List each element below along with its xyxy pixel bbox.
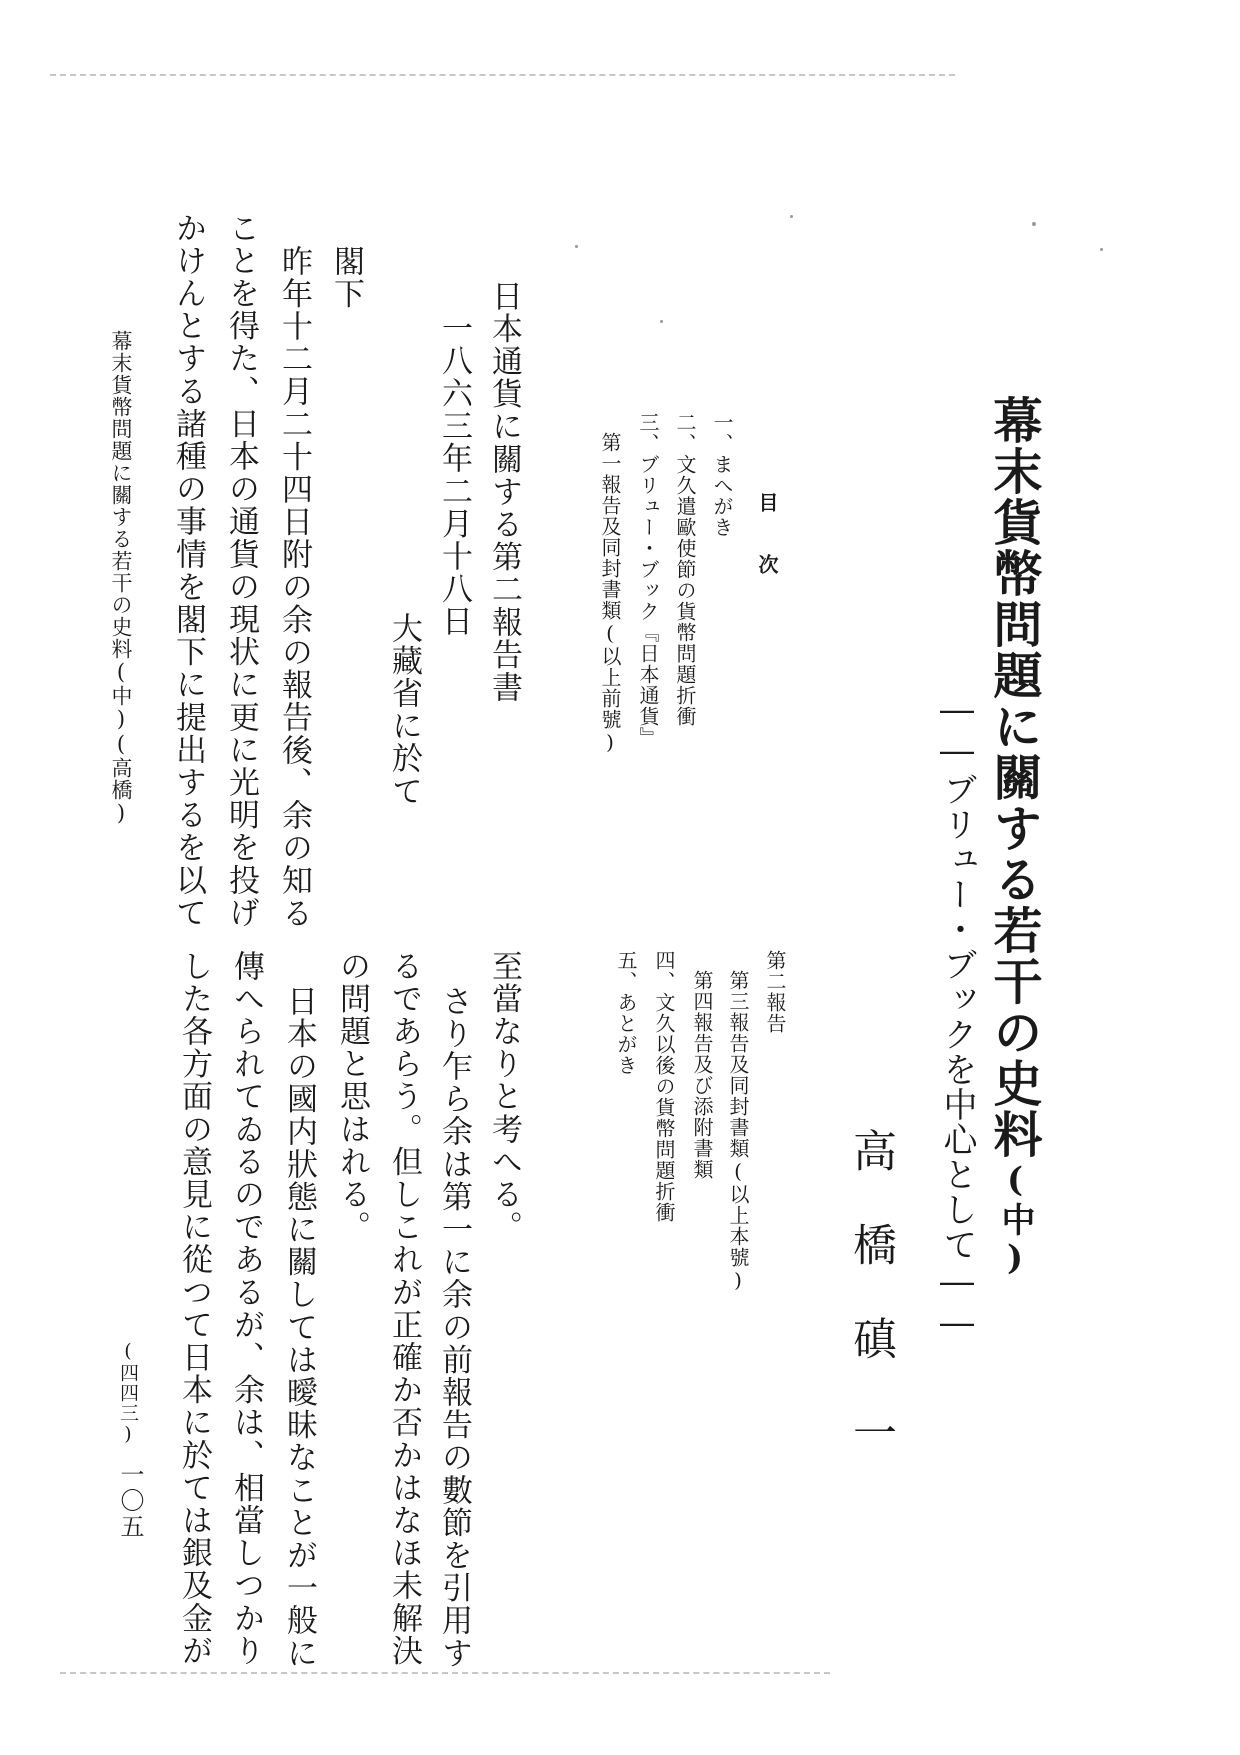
toc-item: 三、ブリュー・ブック『日本通貨』 — [636, 412, 660, 748]
toc-item: 第一報告及同封書類(以上前號) — [598, 432, 622, 755]
salutation: 閣下 — [328, 245, 364, 311]
toc-item: 第二報告 — [763, 950, 787, 1034]
body-line: るであらう。但しこれが正確か否かはなほ未解決 — [386, 950, 422, 1668]
toc-item: 二、文久遣歐使節の貨幣問題折衝 — [673, 412, 697, 727]
top-scan-rule — [50, 74, 955, 76]
running-title: 幕末貨幣問題に關する若干の史料(中)(高橋) — [109, 330, 133, 826]
toc-heading: 目次 — [755, 492, 779, 616]
body-line: かけんとする諸種の事情を閣下に提出するを以て — [170, 212, 206, 930]
toc-item: 五、あとがき — [614, 950, 638, 1076]
toc-item: 一、まへがき — [710, 412, 734, 538]
issue-number: (四四三) — [117, 1340, 139, 1446]
title-text: 幕末貨幣問題に關する若干の史料 — [986, 395, 1044, 1160]
body-line: の問題と思はれる。 — [334, 950, 370, 1244]
volume-mark: (中) — [995, 1160, 1035, 1280]
author-name: 高橋磌一 — [845, 1128, 896, 1504]
page-number: 一〇五 — [116, 1462, 144, 1540]
body-line: した各方面の意見に從つて日本に於ては銀及金が — [176, 950, 212, 1668]
scan-speck — [660, 320, 663, 323]
report-heading: 日本通貨に關する第二報告書 — [486, 280, 522, 704]
report-place: 大藏省に於て — [386, 612, 422, 808]
article-subtitle: ――ブリュー・ブックを中心として―― — [937, 690, 977, 1344]
body-line: 昨年十二月二十四日附の余の報告後、余の知る — [276, 245, 312, 930]
body-line: 傳へられてゐるのであるが、余は、相當しつかり — [228, 950, 264, 1668]
scan-speck — [1100, 248, 1103, 251]
body-line: 日本の國内狀態に關しては曖昧なことが一般に — [281, 985, 317, 1670]
toc-item: 第三報告及同封書類(以上本號) — [726, 970, 750, 1293]
toc-item: 第四報告及び添附書類 — [690, 970, 714, 1180]
report-date: 一八六三年二月十八日 — [436, 312, 472, 638]
body-line: さり乍ら余は第一に余の前報告の數節を引用す — [436, 985, 472, 1670]
body-line: 至當なりと考へる。 — [486, 950, 522, 1244]
body-line: ことを得た、日本の通貨の現状に更に光明を投げ — [223, 212, 259, 930]
bottom-scan-rule — [60, 1672, 830, 1674]
toc-item: 四、文久以後の貨幣問題折衝 — [652, 950, 676, 1223]
scan-speck — [790, 215, 793, 218]
article-title — [986, 395, 1044, 1280]
scan-speck — [1032, 222, 1036, 226]
scan-speck — [575, 245, 578, 248]
